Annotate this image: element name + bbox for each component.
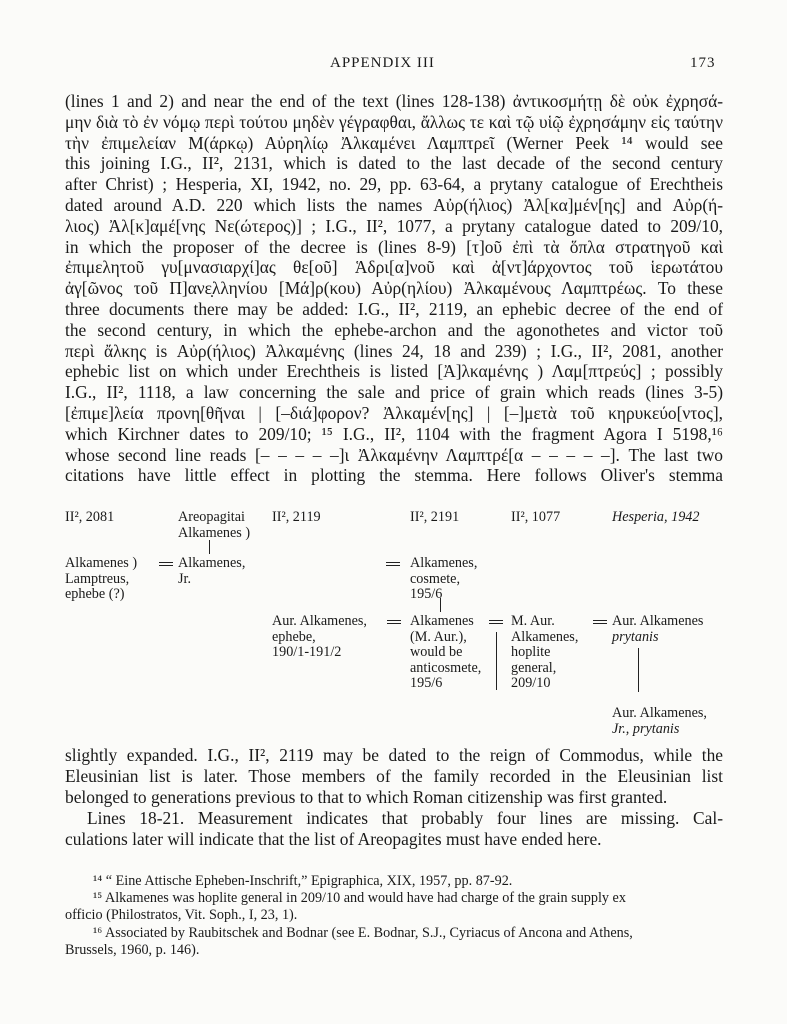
marriage-sign (386, 562, 400, 566)
continuation-paragraph (65, 745, 723, 807)
text-line: three documents there may be added: I.G., II², 2119, an ephebic decree of the end of (65, 298, 723, 319)
stemma-node-aur-alkamenes-prytanis: Aur. Alkamenes prytanis (612, 613, 704, 645)
descent-line (209, 540, 210, 554)
text-line: [ἐπιμε]λεία προνη[θῆναι | [–διά]φορον? Ἀλκαμέν[ης] | [–]μετὰ τοῦ κηρυκεύο[ντος], (65, 402, 723, 423)
text-line: μην διὰ τὸ ἐν νόμῳ περὶ τούτου μηδὲν γέγραφθαι, ἄλλως τε καὶ τῷ υἱῷ ἐχρησάμην εἰς ταύτην (65, 111, 723, 132)
text-line: the second century, in which the ephebe-archon and the agonothetes and victor τοῦ (65, 319, 723, 340)
text-line: Eleusinian list is later. Those members of the family recorded in the Eleusinian list (65, 765, 723, 786)
text-line: belonged to generations previous to that to which Roman citizenship was first granted. (65, 786, 668, 807)
footnote-14: ¹⁴ “ Eine Attische Epheben-Inschrift,” Epigraphica, XIX, 1957, pp. 87-92. (93, 873, 513, 889)
stemma-node-aur-alkamenes-ephebe: Aur. Alkamenes, ephebe, 190/1-191/2 (272, 613, 367, 661)
footnote-15: ¹⁵ Alkamenes was hoplite general in 209/10 and would have had charge of the grain supply ex (93, 890, 626, 907)
text-line: λιος) Ἀλ[κ]αμέ[νης Νε(ώτερος)] ; I.G., II², 1077, a prytany catalogue dated to 209/10, (65, 215, 723, 236)
marriage-sign (489, 620, 503, 624)
running-head: APPENDIX III (330, 55, 435, 71)
text-line: whose second line reads [– – – – –]ι Ἀλκαμένην Λαμπτρέ[α – – – – –]. The last two (65, 444, 723, 465)
text-line: τὴν ἐπιμελείαν Μ(άρκῳ) Αὐρηλίῳ Ἀλκαμένει Λαμπτρεῖ (Werner Peek ¹⁴ would see (65, 132, 723, 153)
column-head-areopagitai: Areopagitai Alkamenes ) (178, 509, 251, 541)
footnote-15-cont: officio (Philostratos, Vit. Soph., I, 23, 1). (65, 907, 298, 924)
text-line: περὶ ἄλκης is Αὐρ(ήλιος) Ἀλκαμένης (lines 24, 18 and 239) ; I.G., II², 2081, another (65, 340, 723, 361)
lines-18-21-paragraph (65, 808, 723, 850)
text-line: slightly expanded. I.G., II², 2119 may be dated to the reign of Commodus, while the (65, 745, 723, 765)
descent-line (638, 648, 639, 692)
text-line: ἀγ[ῶνος τοῦ Π]ανε̣λληνίου [Μά]ρ(κου) Αὐρ(ηλίου) Ἀλκαμένους Λαμπτρέως. To these (65, 278, 723, 299)
page-number: 173 (690, 55, 716, 71)
text-line: this joining I.G., II², 2131, which is dated to the last decade of the second century (65, 153, 723, 174)
text-line: ephebic list on which under Erechtheis is listed [Ἀ]λκαμένης ) Λαμ[πτρεύς] ; possibly (65, 361, 723, 382)
column-head-2191: II², 2191 (410, 509, 460, 525)
text-line: culations later will indicate that the list of Areopagites must have ended here. (65, 828, 602, 849)
stemma-node-alkamenes-anticosmete: Alkamenes (M. Aur.), would be anticosmete, 195/6 (410, 613, 482, 692)
column-head-2119: II², 2119 (272, 509, 321, 525)
text-line: I.G., II², 1118, a law concerning the sale and price of grain which reads (lines 3-5) (65, 382, 723, 403)
text-line: which Kirchner dates to 209/10; ¹⁵ I.G., II², 1104 with the fragment Agora I 5198,¹⁶ (65, 423, 723, 444)
descent-line (440, 598, 441, 612)
footnote-16-cont: Brussels, 1960, p. 146). (65, 941, 200, 958)
footnotes (65, 873, 727, 959)
text-line: (lines 1 and 2) and near the end of the text (lines 128-138) ἀντικοσμήτῃ δὲ οὐκ ἐχρησά- (65, 91, 723, 111)
column-head-hesperia: Hesperia, 1942 (612, 509, 700, 525)
stemma-node-alkamenes-jr: Alkamenes, Jr. (178, 555, 246, 587)
stemma-node-alkamenes-ephebe: Alkamenes ) Lamptreus, ephebe (?) (65, 555, 138, 603)
text-line: ἐπιμελητοῦ γυ[μνασιαρχί]ας θε[οῦ] Ἁδρι[α]νοῦ καὶ ἀ[ντ]άρχοντος τοῦ ἱερωτάτου (65, 257, 723, 278)
marriage-sign (387, 620, 401, 624)
column-head-2081: II², 2081 (65, 509, 115, 525)
text-line: Lines 18-21. Measurement indicates that probably four lines are missing. Cal- (87, 808, 723, 828)
marriage-sign (593, 620, 607, 624)
text-line: in which the proposer of the decree is (lines 8-9) [τ]οῦ ἐπὶ τὰ ὅπλα στρατηγοῦ καὶ (65, 236, 723, 257)
descent-line (496, 632, 497, 690)
stemma-node-m-aur-alkamenes: M. Aur. Alkamenes, hoplite general, 209/10 (511, 613, 579, 692)
column-head-1077: II², 1077 (511, 509, 561, 525)
text-line: citations have little effect in plotting the stemma. Here follows Oliver's stemma (65, 465, 723, 486)
footnote-16: ¹⁶ Associated by Raubitschek and Bodnar (see E. Bodnar, S.J., Cyriacus of Ancona and Athens, (93, 924, 633, 941)
stemma-node-aur-alkamenes-jr-prytanis: Aur. Alkamenes, Jr., prytanis (612, 705, 707, 737)
marriage-sign (159, 562, 173, 566)
text-line: dated around A.D. 220 which lists the names Αὐρ(ήλιος) Ἀλ[κα]μέν[ης] and Αὐρ(ή- (65, 194, 723, 215)
stemma-node-alkamenes-cosmete: Alkamenes, cosmete, 195/6 (410, 555, 478, 603)
main-paragraph (65, 91, 723, 486)
text-line: after Christ) ; Hesperia, XI, 1942, no. 29, pp. 63-64, a prytany catalogue of Erechtheis (65, 174, 723, 195)
